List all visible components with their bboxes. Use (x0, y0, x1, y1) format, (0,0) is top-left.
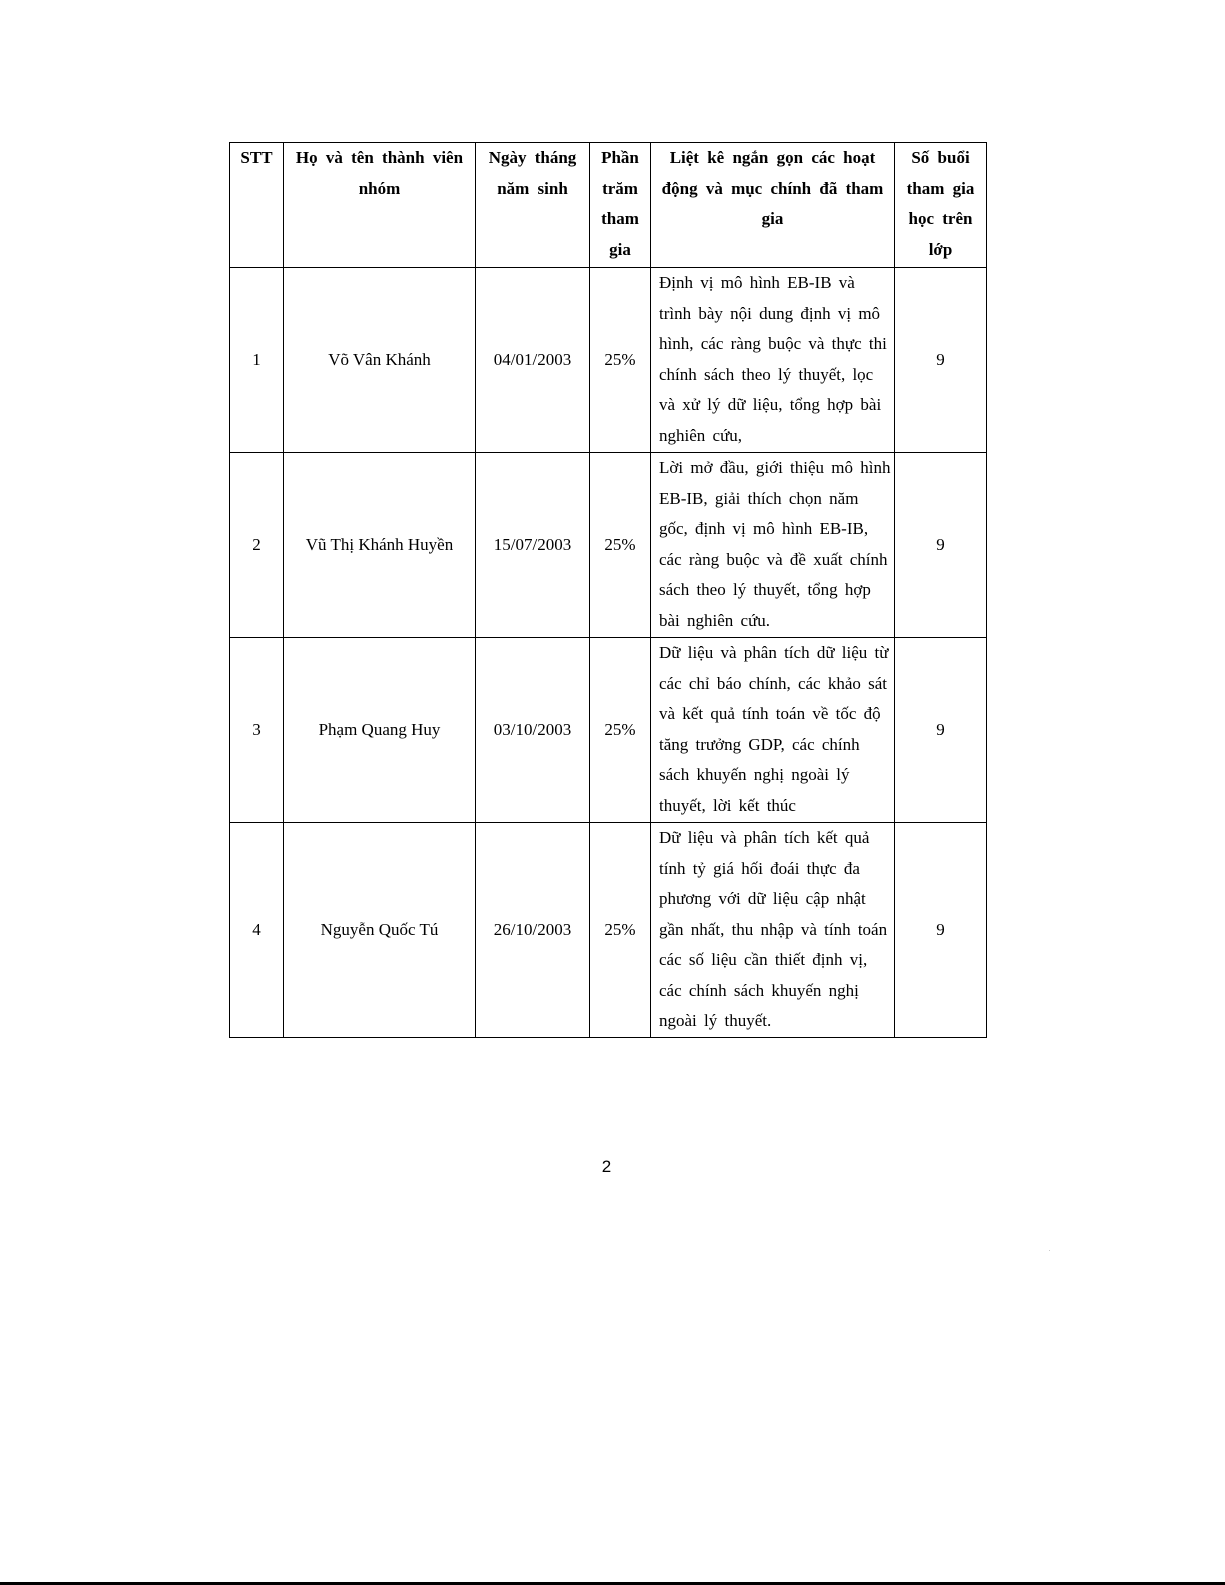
cell-member-name: Nguyễn Quốc Tú (284, 823, 476, 1038)
activity-line: gần nhất, thu nhập và tính toán (659, 919, 888, 939)
table-row (230, 453, 987, 638)
activity-line: thuyết, lời kết thúc (659, 795, 796, 815)
cell-sessions-attended: 9 (895, 268, 987, 453)
cell-activities (651, 823, 895, 1038)
cell-activities (651, 453, 895, 638)
header-stt (230, 143, 284, 268)
cell-sessions-attended: 9 (895, 823, 987, 1038)
header-line: Liệt kê ngắn gọn các hoạt (669, 148, 876, 167)
activity-line: Định vị mô hình EB-IB và (659, 273, 855, 292)
cell-participation-percent: 25% (590, 638, 651, 823)
activity-line: EB-IB, giải thích chọn năm (659, 488, 859, 508)
cell-participation-percent: 25% (590, 268, 651, 453)
page-number: 2 (601, 1157, 612, 1176)
header-member-name (284, 143, 476, 268)
cell-sessions-attended: 9 (895, 638, 987, 823)
header-line: động và mục chính đã tham (661, 178, 884, 198)
header-stt-text: STT (240, 148, 273, 167)
cell-stt: 3 (230, 638, 284, 823)
cell-stt: 2 (230, 453, 284, 638)
header-line: gia (609, 239, 631, 259)
activity-line: trình bày nội dung định vị mô (659, 303, 881, 323)
header-sessions-attended (895, 143, 987, 268)
activity-line: bài nghiên cứu. (659, 610, 771, 630)
activity-line: tăng trưởng GDP, các chính (659, 734, 860, 754)
cell-stt: 4 (230, 823, 284, 1038)
cell-participation-percent: 25% (590, 823, 651, 1038)
header-line: lớp (928, 239, 953, 259)
header-line: Họ và tên thành viên (295, 148, 464, 167)
activity-line: Lời mở đầu, giới thiệu mô hình (659, 458, 891, 477)
header-line: nhóm (358, 178, 401, 198)
activity-line: Dữ liệu và phân tích dữ liệu từ (659, 643, 889, 662)
activity-line: tính tỷ giá hối đoái thực đa (659, 858, 860, 878)
cell-member-name: Vũ Thị Khánh Huyền (284, 453, 476, 638)
table-row (230, 268, 987, 453)
scan-speck (1049, 1250, 1050, 1251)
header-activities (651, 143, 895, 268)
cell-date-of-birth: 03/10/2003 (476, 638, 590, 823)
header-line: gia (761, 209, 784, 228)
activity-line: ngoài lý thuyết. (659, 1011, 772, 1030)
activity-line: các số liệu cần thiết định vị, (659, 950, 868, 969)
cell-stt: 1 (230, 268, 284, 453)
activity-line: gốc, định vị mô hình EB-IB, (659, 519, 869, 538)
cell-sessions-attended: 9 (895, 453, 987, 638)
cell-date-of-birth: 26/10/2003 (476, 823, 590, 1038)
activity-line: Dữ liệu và phân tích kết quả (659, 828, 870, 847)
activity-line: phương với dữ liệu cập nhật (659, 889, 866, 908)
header-date-of-birth (476, 143, 590, 268)
header-line: Số buổi (911, 148, 970, 167)
header-participation-percent (590, 143, 651, 268)
table-header-row (230, 143, 987, 268)
cell-activities (651, 638, 895, 823)
header-line: tham (601, 209, 639, 228)
activity-line: các chính sách khuyến nghị (659, 980, 859, 1000)
cell-date-of-birth: 04/01/2003 (476, 268, 590, 453)
header-line: trăm (602, 178, 638, 198)
activity-line: nghiên cứu, (659, 425, 743, 445)
activity-line: chính sách theo lý thuyết, lọc (659, 364, 874, 384)
activity-line: sách theo lý thuyết, tổng hợp (659, 580, 871, 599)
table-row (230, 638, 987, 823)
header-line: năm sinh (497, 178, 568, 198)
header-line: Ngày tháng (488, 148, 577, 167)
cell-participation-percent: 25% (590, 453, 651, 638)
member-contribution-table (229, 142, 987, 1038)
table-row (230, 823, 987, 1038)
header-line: Phần (601, 148, 639, 167)
activity-line: sách khuyến nghị ngoài lý (659, 765, 850, 784)
activity-line: và xử lý dữ liệu, tổng hợp bài (659, 395, 882, 414)
cell-activities (651, 268, 895, 453)
cell-date-of-birth: 15/07/2003 (476, 453, 590, 638)
cell-member-name: Phạm Quang Huy (284, 638, 476, 823)
activity-line: và kết quả tính toán về tốc độ (659, 704, 881, 723)
activity-line: các ràng buộc và đề xuất chính (659, 549, 888, 569)
activity-line: hình, các ràng buộc và thực thi (659, 334, 887, 353)
cell-member-name: Võ Vân Khánh (284, 268, 476, 453)
activity-line: các chỉ báo chính, các khảo sát (659, 673, 888, 693)
header-line: học trên (908, 209, 973, 228)
header-line: tham gia (906, 178, 975, 198)
